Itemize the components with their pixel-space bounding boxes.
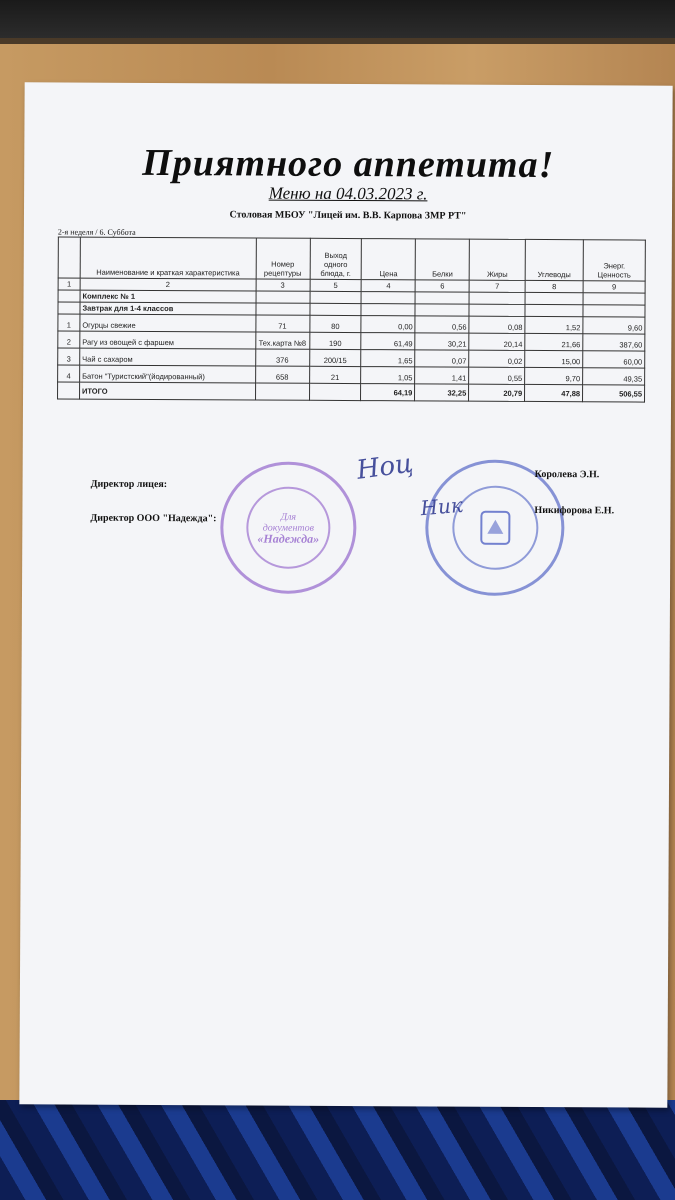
school-name: Столовая МБОУ "Лицей им. В.В. Карпова ЗМР РТ" xyxy=(229,209,467,222)
stamp-text: документов xyxy=(262,522,315,534)
proteins: 0,07 xyxy=(415,350,469,367)
total-row xyxy=(58,382,645,402)
header-cell xyxy=(58,237,80,278)
carbs: 1,52 xyxy=(525,316,583,333)
total-carbs: 47,88 xyxy=(525,384,583,401)
header-cell: Выход одного блюда, г. xyxy=(310,238,362,279)
index-cell: 5 xyxy=(310,279,362,291)
header-cell: Углеводы xyxy=(525,239,583,280)
dish-name: Огурцы свежие xyxy=(80,314,256,332)
total-energy: 506,55 xyxy=(583,385,645,402)
proteins: 1,41 xyxy=(415,367,469,384)
fats: 20,14 xyxy=(469,333,525,350)
total-label: ИТОГО xyxy=(79,382,255,400)
section-title: Комплекс № 1 xyxy=(80,290,256,303)
energy: 387,60 xyxy=(583,334,645,351)
menu-date: Меню на 04.03.2023 г. xyxy=(268,183,428,204)
header-cell: Энерг. Ценность xyxy=(583,240,645,281)
recipe-number: 376 xyxy=(255,349,309,366)
dish-name: Чай с сахаром xyxy=(80,348,256,366)
header-cell: Цена xyxy=(362,239,416,280)
total-price: 64,19 xyxy=(361,384,415,401)
index-cell: 4 xyxy=(362,280,416,292)
price: 0,00 xyxy=(361,316,415,333)
header-cell: Номер рецептуры xyxy=(256,238,310,279)
ooo-signature: Ник xyxy=(419,492,464,521)
row-number: 1 xyxy=(58,314,80,331)
fats: 0,02 xyxy=(469,350,525,367)
recipe-number: 658 xyxy=(255,366,309,383)
table-header xyxy=(58,237,645,281)
energy: 49,35 xyxy=(583,368,645,385)
director-name: Королева Э.Н. xyxy=(534,468,600,481)
index-cell: 9 xyxy=(583,281,645,293)
fats: 0,08 xyxy=(469,316,525,333)
director-label: Директор лицея: xyxy=(90,478,168,491)
emblem-icon xyxy=(475,508,515,548)
row-number: 4 xyxy=(58,365,80,382)
energy: 60,00 xyxy=(583,351,645,368)
stamp-text: Для xyxy=(280,511,297,523)
proteins: 30,21 xyxy=(415,333,469,350)
index-cell: 3 xyxy=(256,279,310,291)
carbs: 15,00 xyxy=(525,350,583,367)
index-cell: 6 xyxy=(415,280,469,292)
index-cell: 2 xyxy=(80,278,256,291)
week-day: 2-я неделя / 6. Суббота xyxy=(57,227,136,237)
menu-sheet xyxy=(19,82,672,1107)
price: 1,65 xyxy=(361,350,415,367)
portion-weight: 190 xyxy=(309,332,361,349)
price: 1,05 xyxy=(361,367,415,384)
portion-weight: 21 xyxy=(309,366,361,383)
fats: 0,55 xyxy=(469,367,525,384)
ooo-director-label: Директор ООО "Надежда": xyxy=(90,512,217,525)
total-proteins: 32,25 xyxy=(415,384,469,401)
index-cell: 7 xyxy=(469,280,525,292)
violet-stamp xyxy=(220,461,357,594)
carbs: 21,66 xyxy=(525,333,583,350)
section-title: Завтрак для 1-4 классов xyxy=(80,302,256,315)
recipe-number: 71 xyxy=(255,315,309,332)
header-cell: Жиры xyxy=(469,239,525,280)
row-number: 3 xyxy=(58,348,80,365)
header-cell: Белки xyxy=(415,239,469,280)
energy: 9,60 xyxy=(583,317,645,334)
proteins: 0,56 xyxy=(415,316,469,333)
director-signature: Ноц xyxy=(354,448,415,486)
carbs: 9,70 xyxy=(525,367,583,384)
index-cell: 1 xyxy=(58,278,80,290)
index-cell: 8 xyxy=(525,280,583,292)
row-number: 2 xyxy=(58,331,80,348)
blue-cloth xyxy=(0,1100,675,1200)
page-title: Приятного аппетита! xyxy=(142,141,555,187)
stamp-text: «Надежда» xyxy=(257,531,320,546)
portion-weight: 80 xyxy=(309,315,361,332)
monitor-bezel xyxy=(0,0,675,38)
recipe-number: Тех.карта №8 xyxy=(255,332,309,349)
dish-name: Рагу из овощей с фаршем xyxy=(80,331,256,349)
ooo-director-name: Никифорова Е.Н. xyxy=(534,504,615,517)
total-fats: 20,79 xyxy=(469,384,525,401)
portion-weight: 200/15 xyxy=(309,349,361,366)
menu-table xyxy=(57,236,646,402)
price: 61,49 xyxy=(361,333,415,350)
dish-name: Батон "Туристский"(йодированный) xyxy=(80,365,256,383)
header-cell: Наименование и краткая характеристика xyxy=(80,237,256,279)
